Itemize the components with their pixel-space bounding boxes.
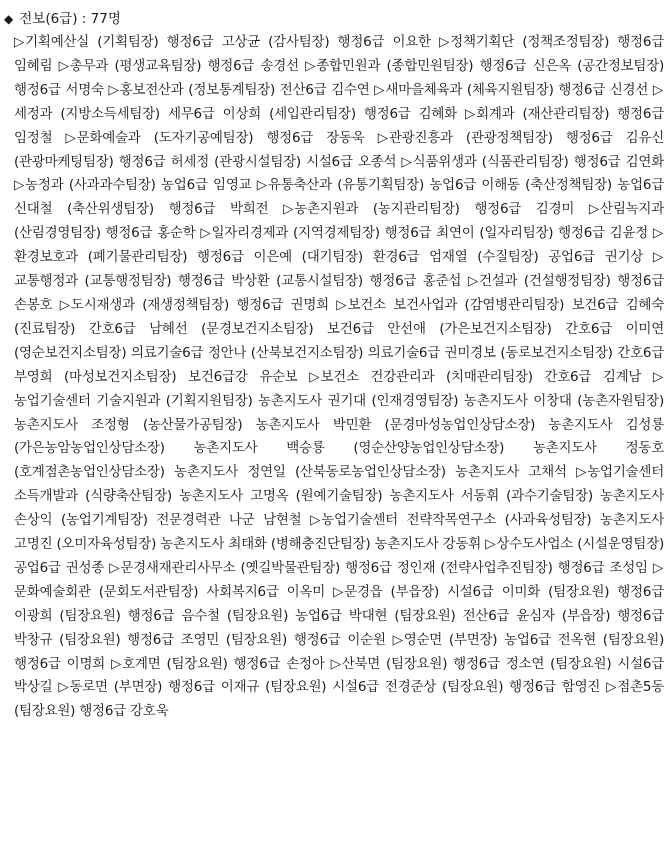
triangle-bullet-icon: ▷ xyxy=(309,368,320,385)
entry-text: 관광진흥과 (관광정책팀장) 행정6급 김유신 (관광마케팅팀장) 행정6급 허세정 (관광시설팀장) 시설6급 오종석 xyxy=(14,129,665,170)
entry-text: 문경새재관리사무소 (옛길박물관팀장) 행정6급 정인재 (전략사업추진팀장) 행정6급 조성임 xyxy=(120,559,648,576)
entry-text: 농촌지원과 (농지관리팀장) 행정6급 김경미 xyxy=(294,201,575,218)
personnel-entry xyxy=(374,82,648,98)
personnel-entry xyxy=(14,177,251,193)
entry-text: 동로면 (부면장) 행정6급 이재규 (팀장요원) 시설6급 전경준상 (팀장요원) 행정6급 함영진 xyxy=(69,679,601,696)
entry-text: 문화예술과 (도자기공예팀장) 행정6급 장동욱 xyxy=(76,129,365,146)
triangle-bullet-icon: ▷ xyxy=(576,464,587,481)
entry-text: 농정과 (사과과수팀장) 농업6급 임영교 xyxy=(25,177,252,194)
personnel-entry xyxy=(200,225,648,241)
entry-text: 문화예술회관 (문회도서관팀장) 사회복지6급 이옥미 xyxy=(14,583,326,600)
personnel-entry xyxy=(60,297,329,313)
header-count: 77명 xyxy=(90,11,121,27)
triangle-bullet-icon: ▷ xyxy=(65,129,76,146)
personnel-entry xyxy=(283,201,574,217)
entry-text: 농업기술센터 전략작목연구소 (사과육성팀장) 농촌지도사 고명진 (오미자육성팀장) 농촌지도사 최태화 (병해충진단팀장) 농촌지도사 강동휘 xyxy=(14,512,665,553)
triangle-bullet-icon: ▷ xyxy=(652,559,663,576)
entry-text: 교통행정과 (교통행정팀장) 행정6급 박상환 (교통시설팀장) 행정6급 홍준섭 xyxy=(14,273,462,290)
section-header xyxy=(4,8,121,30)
entry-text: 식품위생과 (식품관리팀장) 행정6급 김연화 xyxy=(412,153,664,170)
triangle-bullet-icon: ▷ xyxy=(467,273,478,290)
entry-text: 총무과 (평생교육팀장) 행정6급 송경선 xyxy=(69,57,299,74)
triangle-bullet-icon: ▷ xyxy=(485,536,496,553)
entry-text: 보건소 보건사업과 (감염병관리팀장) 보건6급 김혜숙 (진료팀장) 간호6급 남혜선 (문경보건지소팀장) 보건6급 안선애 (가은보건지소팀장) 간호6급 이미연 (영순보건지소팀장) 의료기술6급 정안나 (산북보건지소팀장) 의료기술6급 권미경보 (동로보건지소팀장) 간호6급 부영희 (마성보건지소팀장) 보건6급강 유순보 xyxy=(14,296,664,385)
triangle-bullet-icon: ▷ xyxy=(333,583,344,600)
triangle-bullet-icon: ▷ xyxy=(283,201,294,218)
entry-text: 기획예산실 (기획팀장) 행정6급 고상균 (감사팀장) 행정6급 이요한 xyxy=(25,34,431,50)
triangle-bullet-icon: ▷ xyxy=(108,81,119,98)
entry-text: 점촌5동 (팀장요원) 행정6급 강호욱 xyxy=(14,679,665,720)
entry-text: 종합민원과 (종합민원팀장) 행정6급 신은옥 (공간정보팀장) 행정6급 서명숙 xyxy=(14,57,664,98)
triangle-bullet-icon: ▷ xyxy=(200,225,211,242)
triangle-bullet-icon: ▷ xyxy=(606,679,617,696)
triangle-bullet-icon: ▷ xyxy=(652,225,664,242)
header-separator: : xyxy=(81,11,87,27)
triangle-bullet-icon: ▷ xyxy=(59,296,70,313)
entry-text: 상수도사업소 (시설운영팀장) 공업6급 권성종 xyxy=(14,536,664,576)
entry-text: 정책기획단 (정책조정팀장) 행정6급 임혜림 xyxy=(14,34,665,74)
triangle-bullet-icon: ▷ xyxy=(464,105,476,122)
personnel-entry xyxy=(402,154,664,170)
personnel-entry xyxy=(14,369,664,481)
entry-text: 회계과 (재산관리팀장) 행정6급 임정철 xyxy=(14,105,664,146)
triangle-bullet-icon: ▷ xyxy=(58,57,69,74)
triangle-bullet-icon: ▷ xyxy=(256,177,267,194)
personnel-entry xyxy=(58,679,600,695)
triangle-bullet-icon: ▷ xyxy=(310,512,321,529)
entry-text: 농업기술센터 기술지원과 (기획지원팀장) 농촌지도사 권기대 (인재경영팀장) 농촌지도사 이창대 (농촌자원팀장) 농촌지도사 조정형 (농산물가공팀장) 농촌지도사 박민환 (문경마성농업인상담소장) 농촌지도사 김성룡 (가은농암농업인상담소장) 농촌지도사 백승룡 (영순산양농업인상담소장) 농촌지도사 정동호 (호계점촌농업인상담소장) 농촌지도사 정연일 (산북동로농업인상담소장) 농촌지도사 고채석 xyxy=(14,392,664,481)
entry-text: 농업기술센터 소득개발과 (식량축산팀장) 농촌지도사 고명옥 (원예기술팀장) 농촌지도사 서동휘 (과수기술팀장) 농촌지도사 손상익 (농업기계팀장) 전문경력관 나군 남현철 xyxy=(14,464,664,529)
personnel-entry xyxy=(111,656,325,672)
triangle-bullet-icon: ▷ xyxy=(14,34,25,50)
triangle-bullet-icon: ▷ xyxy=(652,81,663,98)
personnel-list xyxy=(14,31,664,724)
triangle-bullet-icon: ▷ xyxy=(14,177,25,194)
entry-text: 건설과 (건설행정팀장) 행정6급 손봉호 xyxy=(14,273,664,313)
entry-text: 보건소 건강관리과 (치매관리팀장) 간호6급 김계남 xyxy=(320,368,642,385)
personnel-entry xyxy=(14,34,431,50)
triangle-bullet-icon: ▷ xyxy=(392,631,403,648)
entry-text: 호계면 (팀장요원) 행정6급 손정아 xyxy=(122,655,325,672)
triangle-bullet-icon: ▷ xyxy=(374,81,385,98)
personnel-entry xyxy=(109,560,648,576)
triangle-bullet-icon: ▷ xyxy=(305,57,316,74)
entry-text: 도시재생과 (재생정책팀장) 행정6급 권명희 xyxy=(70,296,329,313)
triangle-bullet-icon: ▷ xyxy=(401,153,412,170)
personnel-entry xyxy=(66,130,365,146)
personnel-entry xyxy=(309,369,641,385)
triangle-bullet-icon: ▷ xyxy=(336,296,347,313)
triangle-bullet-icon: ▷ xyxy=(588,201,600,218)
triangle-bullet-icon: ▷ xyxy=(377,129,388,146)
triangle-bullet-icon: ▷ xyxy=(110,655,122,672)
triangle-bullet-icon: ▷ xyxy=(330,655,341,672)
entry-text: 홍보전산과 (정보통계팀장) 전산6급 김수연 xyxy=(119,81,370,98)
entry-text: 세정과 (지방소득세팀장) 세무6급 이상희 (세입관리팀장) 행정6급 김혜화 xyxy=(14,105,457,122)
entry-text: 문경읍 (부읍장) 시설6급 이미화 (팀장요원) 행정6급 이광희 (팀장요원) 행정6급 음수철 (팀장요원) 농업6급 박대현 (팀장요원) 전산6급 윤심자 (부읍장) 행정6급 박창규 (팀장요원) 행정6급 조영민 (팀장요원) 행정6급 이순원 xyxy=(14,583,664,648)
entry-text: 새마을체육과 (체육지원팀장) 행정6급 신경선 xyxy=(385,81,649,98)
triangle-bullet-icon: ▷ xyxy=(58,679,69,696)
entry-text: 영순면 (부면장) 농업6급 전옥현 (팀장요원) 행정6급 이명희 xyxy=(14,631,664,672)
entry-text: 환경보호과 (폐기물관리팀장) 행정6급 이은예 (대기팀장) 환경6급 엄재열 (수질팀장) 공업6급 권기상 xyxy=(14,249,644,266)
entry-text: 일자리경제과 (지역경제팀장) 행정6급 최연이 (일자리팀장) 행정6급 김윤정 xyxy=(211,225,649,242)
section-title: 전보(6급) xyxy=(19,11,78,27)
triangle-bullet-icon: ▷ xyxy=(439,34,450,50)
triangle-bullet-icon: ▷ xyxy=(652,368,663,385)
triangle-bullet-icon: ▷ xyxy=(109,559,120,576)
entry-text: 산림녹지과 (산림경영팀장) 행정6급 홍순학 xyxy=(14,201,664,242)
entry-text: 산북면 (팀장요원) 행정6급 정소연 (팀장요원) 시설6급 박상길 xyxy=(14,655,665,696)
triangle-bullet-icon: ▷ xyxy=(652,249,664,266)
entry-text: 유통축산과 (유통기획팀장) 농업6급 이해동 (축산정책팀장) 농업6급 신대철 (축산위생팀장) 행정6급 박희전 xyxy=(14,177,664,218)
personnel-entry xyxy=(59,58,299,74)
personnel-entry xyxy=(109,82,370,98)
diamond-bullet-icon: ◆ xyxy=(4,12,14,26)
